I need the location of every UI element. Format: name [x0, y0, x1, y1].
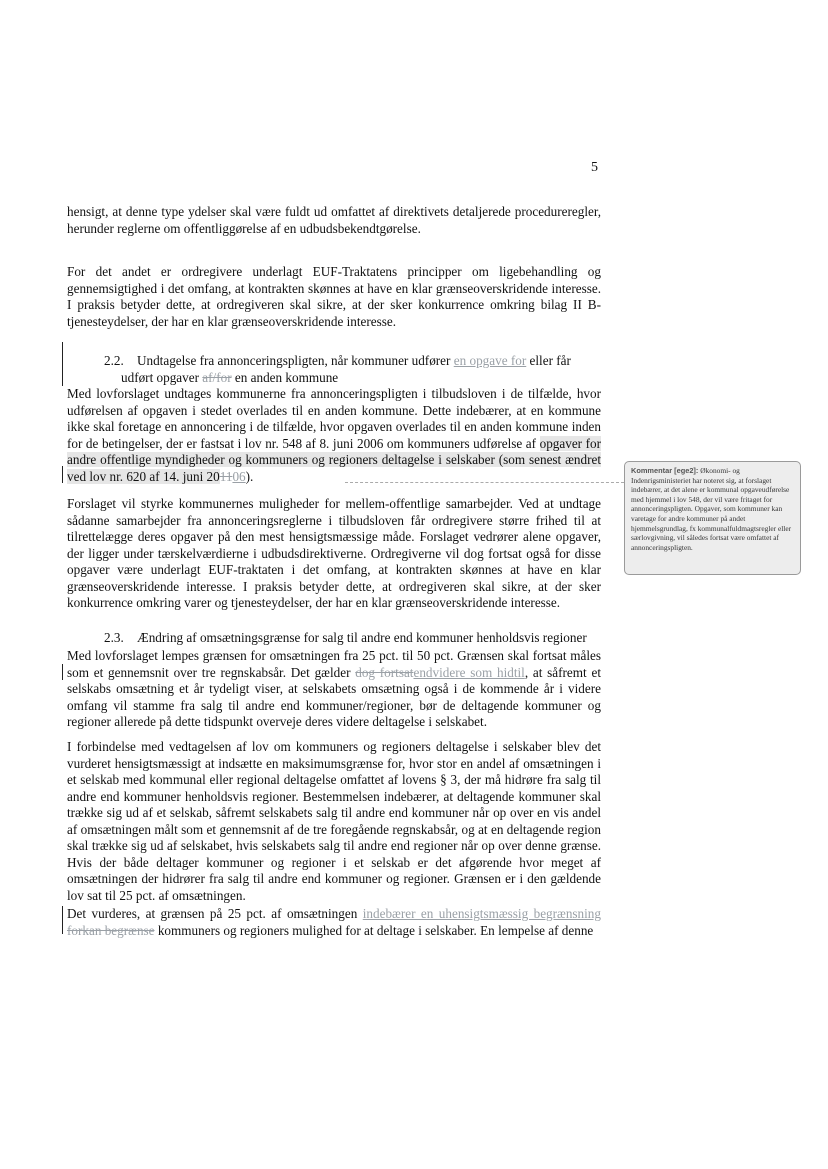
heading-2-2-deletion: af/for — [202, 369, 232, 385]
paragraph-2: For det andet er ordregivere underlagt EUF-Traktatens principper om ligebehandling og gennemsigtighed i det omfang, at kontrakten skønnes at have en klar grænseoverskridende interesse. I praksis betyder dette, at ordregiveren skal sikre, at der sker konkurrence omkring bilag II B-tjenesteydelser, der har en klar grænseoverskridende interesse. — [67, 264, 601, 329]
change-bar-paragraph-7 — [62, 906, 63, 934]
page-number: 5 — [591, 160, 598, 175]
heading-2-3 — [104, 630, 604, 647]
paragraph-7 — [67, 906, 601, 939]
heading-2-2 — [104, 353, 604, 386]
paragraph-3-deletion: 11 — [219, 468, 233, 484]
comment-connector — [345, 482, 624, 483]
paragraph-1: hensigt, at denne type ydelser skal være fuldt ud omfattet af direktivets detaljerede procedureregler, herunder reglerne om offentliggørelse af en udbudsbekendtgørelse. — [67, 204, 601, 236]
comment-balloon[interactable] — [624, 461, 801, 575]
paragraph-3-text: Med lovforslaget undtages kommunerne fra annonceringspligten i tilbudsloven i de tilfælde, hvor udførelsen af opgaven i stedet overlades til en anden kommune. Dette indebærer, at en kommune ikke skal foretage en annoncering i de tilfælde, hvor opgaven overlades til en anden kommune inden for de betingelser, der er fastsat i lov nr. 548 af 8. juni 2006 om kommuners udførelse af — [67, 386, 601, 451]
paragraph-7-deletion: forkan begrænse — [67, 922, 155, 938]
change-bar-paragraph-3 — [62, 466, 63, 483]
paragraph-4: Forslaget vil styrke kommunernes muligheder for mellem-offentlige samarbejder. Ved at undtage sådanne samarbejder fra annonceringsreglerne i tilbudsloven får ordregivere større frihed til at tilrettelægge deres opgaver på den mest hensigtsmæssige måde. Forslaget vedrører alene opgaver, der ligger under tærskelværdierne i udbudsdirektiverne. Ordregiverne vil dog fortsat også for disse opgaver være underlagt EUF-traktaten i det omfang, at kontrakten skønnes at have en klar grænseoverskridende interesse. I praksis betyder dette, at ordregiveren skal sikre, at der sker konkurrence omkring varer og tjenesteydelser, der har en klar grænseoverskridende interesse. — [67, 496, 601, 610]
heading-2-3-number: 2.3. — [104, 630, 124, 645]
change-bar-heading-2-2 — [62, 342, 63, 386]
paragraph-5-text-b: , at såfremt et selskabs omsætning et år tydeligt viser, at selskabets omsætning også i de kommende år i videre omfang vil stamme fra salg til andre end kommuner/regioner, bør de deltagende kommuner og regioner allerede på dette tidspunkt overveje deres videre deltagelse i selskabet. — [67, 664, 601, 729]
paragraph-3-insertion: 06 — [232, 468, 246, 484]
change-bar-paragraph-5 — [62, 664, 63, 680]
heading-2-2-title-c: udført opgaver — [121, 369, 199, 385]
heading-2-2-title-d: en anden kommune — [234, 369, 339, 385]
heading-2-2-insertion: en opgave for — [453, 353, 527, 368]
paragraph-7-text-c: og regioners mulighed for at deltage i selskaber. En lempelse af denne — [223, 922, 594, 938]
paragraph-3 — [67, 386, 601, 485]
heading-2-3-title: Ændring af omsætningsgrænse for salg til andre end kommuner henholdsvis regioner — [136, 630, 587, 645]
comment-text: Økonomi- og Indenrigsministeriet har noteret sig, at forslaget indebærer, at det alene er kommunal opgaveudførelse med hjemmel i lov 548, der vil være fritaget for annonceringspligten. Opgaver, som kommuner kan varetage for andre kommuner på andet hjemmelsgrundlag, fx kommunalfuldmagtsregler eller særlovgivning, vil således fortsat være omfattet af annonceringspligten. — [631, 466, 792, 552]
paragraph-7-insertion: indebærer en uhensigtsmæssig begrænsning — [362, 906, 601, 921]
paragraph-5-deletion: dog fortsat — [355, 664, 414, 680]
paragraph-5-text: Med lovforslaget lempes grænsen for omsætningen fra 25 pct. til 50 pct. Grænsen skal fortsat måles som et gennemsnit over tre regnskabsår. Det gælder — [67, 648, 601, 680]
paragraph-7-text-b: kommuners — [157, 922, 221, 938]
heading-2-2-number: 2.2. — [104, 353, 124, 368]
heading-2-2-title-b: eller får — [529, 353, 571, 368]
heading-2-2-title-a: Undtagelse fra annonceringspligten, når kommuner udfører — [136, 353, 451, 368]
paragraph-5-insertion: endvidere som hidtil — [413, 664, 525, 680]
paragraph-6: I forbindelse med vedtagelsen af lov om kommuners og regioners deltagelse i selskaber blev det vurderet hensigtsmæssigt at indsætte en maksimumsgrænse for, hvor stor en andel af omsætningen i et selskab med kommunal eller regional deltagelse omfattet af lovens § 3, der må hidrøre fra salg til andre end kommuner henholdsvis regioner. Bestemmelsen indebærer, at deltagende kommuner skal trække sig ud af et selskab, såfremt selskabets salg til andre end kommuner når op over en vis andel af omsætningen målt som et gennemsnit af de tre foregående regnskabsår, og at en deltagende region skal trække sig ud af selskabet, hvis selskabets salg til andre end regioner når op over denne grænse. Hvis der både deltager kommuner og regioner i et selskab er det afgørende hvor meget af omsætningen der hidrører fra salg til andre end kommuner og regioner. Grænsen er i den gældende lov sat til 25 pct. af omsætningen. — [67, 739, 601, 903]
paragraph-3-end: ). — [245, 468, 254, 484]
paragraph-7-text: Det vurderes, at grænsen på 25 pct. af omsætningen — [67, 906, 358, 921]
paragraph-3-highlight: opgaver for andre offentlige myndigheder og kommuners og regioners deltagelse i selskaber (som senest ændret ved lov nr. 620 af 14. juni 20 — [67, 435, 602, 484]
comment-label: Kommentar [ege2]: — [631, 466, 699, 475]
paragraph-5 — [67, 648, 601, 731]
